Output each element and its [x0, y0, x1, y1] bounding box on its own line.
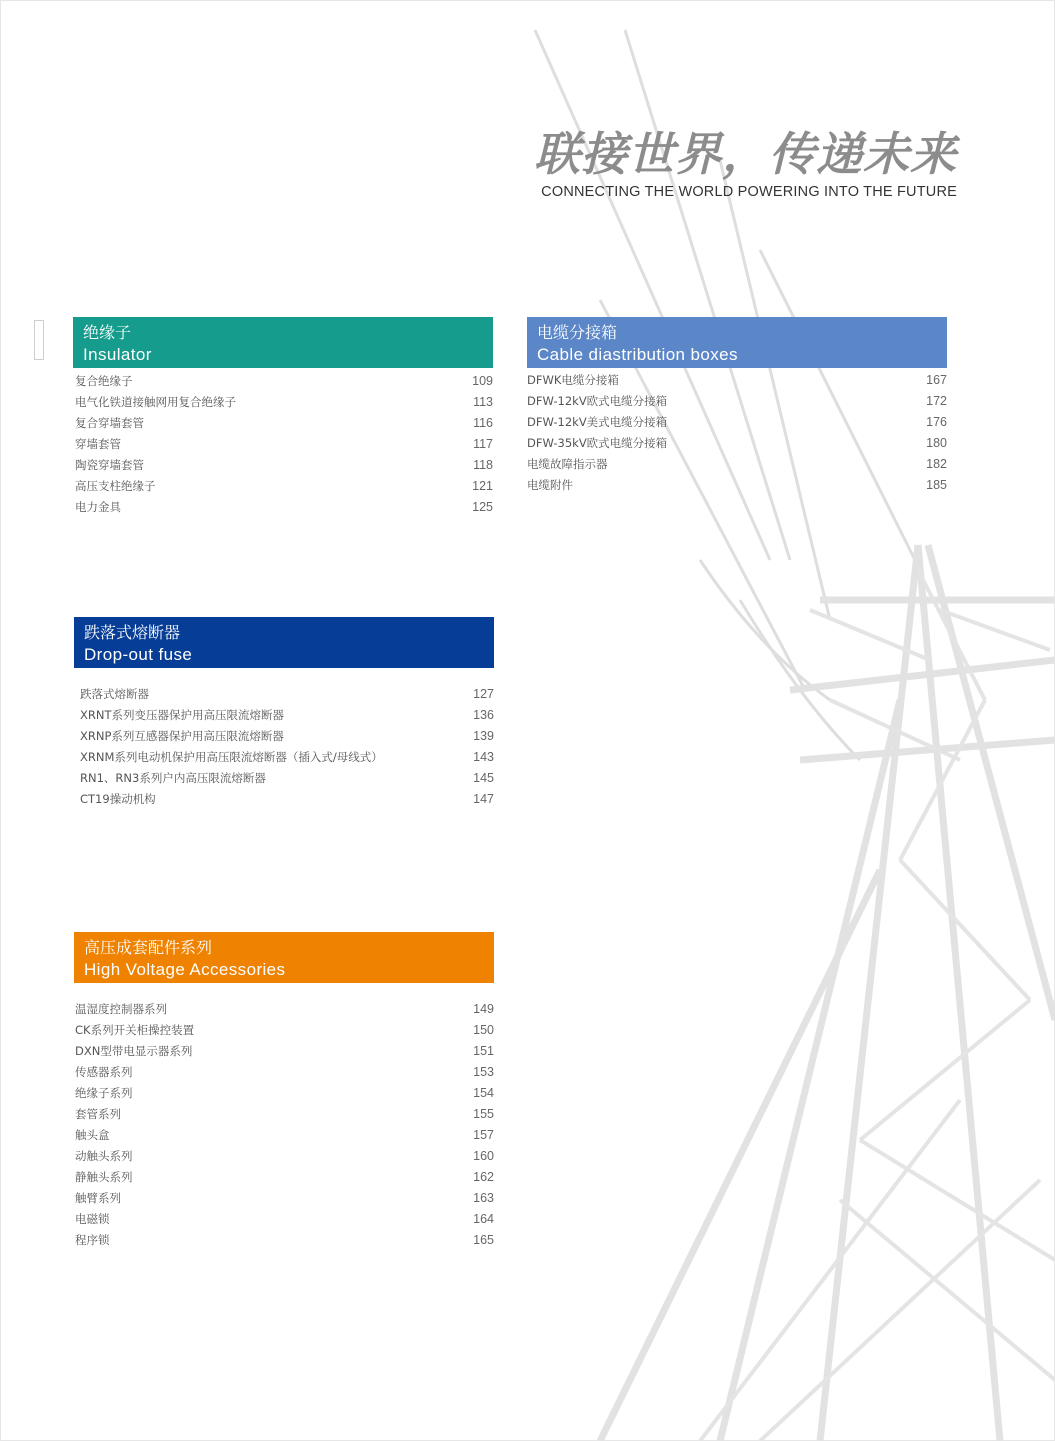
toc-list — [527, 370, 947, 496]
toc-item-title: 电缆附件 — [527, 478, 573, 492]
toc-item-title: 电力金具 — [75, 500, 121, 514]
section-header-cable — [527, 317, 947, 368]
toc-item[interactable] — [75, 413, 493, 434]
toc-item-title: 程序锁 — [75, 1233, 110, 1247]
toc-item-page: 182 — [926, 457, 947, 471]
toc-item[interactable] — [75, 455, 493, 476]
toc-item-page: 160 — [473, 1149, 494, 1163]
slogan-en: CONNECTING THE WORLD POWERING INTO THE FUTURE — [541, 184, 957, 200]
toc-item-title: 高压支柱绝缘子 — [75, 479, 156, 493]
toc-item-page: 176 — [926, 415, 947, 429]
toc-item-title: CT19操动机构 — [80, 792, 156, 806]
slogan — [534, 126, 957, 200]
toc-item-page: 116 — [473, 416, 493, 430]
section-header-insulator — [73, 317, 493, 368]
slogan-cn: 联接世界，传递未来 — [534, 127, 957, 181]
toc-item[interactable] — [75, 392, 493, 413]
toc-item-page: 125 — [472, 500, 493, 514]
toc-item[interactable] — [75, 1104, 494, 1125]
toc-item[interactable] — [75, 476, 493, 497]
toc-item-page: 143 — [473, 750, 494, 764]
toc-item-title: 复合绝缘子 — [75, 374, 133, 388]
section-title-cn: 绝缘子 — [83, 323, 132, 342]
toc-item[interactable] — [75, 1041, 494, 1062]
toc-item-page: 145 — [473, 771, 494, 785]
toc-item-title: 传感器系列 — [75, 1065, 133, 1079]
section-accessories — [74, 932, 494, 1251]
toc-item-page: 121 — [472, 479, 493, 493]
toc-item-title: DFW-12kV欧式电缆分接箱 — [527, 394, 668, 408]
toc-item[interactable] — [527, 454, 947, 475]
toc-item[interactable] — [75, 434, 493, 455]
toc-item-title: RN1、RN3系列户内高压限流熔断器 — [80, 771, 266, 785]
toc-item[interactable] — [527, 412, 947, 433]
toc-item[interactable] — [80, 705, 494, 726]
section-title-en: Insulator — [83, 345, 152, 364]
toc-item[interactable] — [75, 1167, 494, 1188]
toc-item-page: 136 — [473, 708, 494, 722]
toc-item[interactable] — [75, 1230, 494, 1251]
section-title-cn: 跌落式熔断器 — [84, 623, 181, 642]
toc-item-title: CK系列开关柜操控装置 — [75, 1023, 195, 1037]
toc-item-page: 127 — [473, 687, 494, 701]
toc-item[interactable] — [527, 391, 947, 412]
toc-item-title: 触臂系列 — [75, 1191, 121, 1205]
toc-item-page: 167 — [926, 373, 947, 387]
toc-item[interactable] — [75, 371, 493, 392]
toc-item[interactable] — [527, 475, 947, 496]
toc-item[interactable] — [75, 1125, 494, 1146]
section-header-fuse — [74, 617, 494, 668]
toc-item[interactable] — [527, 370, 947, 391]
toc-item-title: DXN型带电显示器系列 — [75, 1044, 193, 1058]
toc-item-page: 109 — [472, 374, 493, 388]
section-insulator — [73, 317, 493, 518]
toc-item-title: 电缆故障指示器 — [527, 457, 608, 471]
section-title-cn: 电缆分接箱 — [537, 323, 618, 342]
toc-item-title: 静触头系列 — [75, 1170, 133, 1184]
toc-item-title: DFW-12kV美式电缆分接箱 — [527, 415, 668, 429]
toc-item-page: 154 — [473, 1086, 494, 1100]
toc-item-title: 电气化铁道接触网用复合绝缘子 — [75, 395, 236, 409]
toc-item[interactable] — [80, 768, 494, 789]
toc-item-title: 动触头系列 — [75, 1149, 133, 1163]
toc-item-page: 149 — [473, 1002, 494, 1016]
section-title-en: Cable diastribution boxes — [537, 345, 738, 364]
toc-item[interactable] — [80, 789, 494, 810]
toc-item-page: 185 — [926, 478, 947, 492]
toc-item-title: 套管系列 — [75, 1107, 121, 1121]
section-title-en: High Voltage Accessories — [84, 960, 286, 979]
toc-item-title: XRNM系列电动机保护用高压限流熔断器（插入式/母线式） — [80, 750, 383, 764]
toc-list — [73, 371, 493, 518]
toc-item-page: 151 — [473, 1044, 494, 1058]
toc-list — [74, 999, 494, 1251]
toc-item-title: 触头盒 — [75, 1128, 110, 1142]
page-marker — [34, 320, 44, 360]
toc-item-page: 153 — [473, 1065, 494, 1079]
toc-item-title: 陶瓷穿墙套管 — [75, 458, 144, 472]
toc-item-page: 117 — [473, 437, 493, 451]
toc-item-page: 147 — [473, 792, 494, 806]
toc-item-page: 118 — [473, 458, 493, 472]
toc-item-page: 165 — [473, 1233, 494, 1247]
toc-item[interactable] — [75, 1146, 494, 1167]
toc-item-title: 穿墙套管 — [75, 437, 121, 451]
toc-item[interactable] — [75, 1083, 494, 1104]
section-title-cn: 高压成套配件系列 — [84, 938, 213, 957]
toc-item[interactable] — [527, 433, 947, 454]
toc-item-page: 164 — [473, 1212, 494, 1226]
toc-item-title: 温湿度控制器系列 — [75, 1002, 167, 1016]
section-header-accessories — [74, 932, 494, 983]
toc-item-title: DFWK电缆分接箱 — [527, 373, 619, 387]
toc-item[interactable] — [75, 497, 493, 518]
toc-item-page: 150 — [473, 1023, 494, 1037]
toc-item-title: 复合穿墙套管 — [75, 416, 144, 430]
section-cable — [527, 317, 947, 496]
toc-item[interactable] — [75, 1188, 494, 1209]
toc-item-title: 绝缘子系列 — [75, 1086, 133, 1100]
toc-item-page: 157 — [473, 1128, 494, 1142]
toc-item[interactable] — [80, 684, 494, 705]
toc-item-title: 跌落式熔断器 — [80, 687, 149, 701]
section-fuse — [74, 617, 494, 810]
toc-item[interactable] — [75, 1020, 494, 1041]
toc-item-page: 162 — [473, 1170, 494, 1184]
toc-item[interactable] — [75, 999, 494, 1020]
toc-item-page: 113 — [473, 395, 493, 409]
toc-item[interactable] — [75, 1062, 494, 1083]
toc-item-title: DFW-35kV欧式电缆分接箱 — [527, 436, 668, 450]
section-title-en: Drop-out fuse — [84, 645, 193, 664]
toc-item-page: 163 — [473, 1191, 494, 1205]
toc-item[interactable] — [80, 726, 494, 747]
toc-item-title: 电磁锁 — [75, 1212, 110, 1226]
toc-item[interactable] — [75, 1209, 494, 1230]
toc-item[interactable] — [80, 747, 494, 768]
toc-item-page: 155 — [473, 1107, 494, 1121]
toc-list — [74, 684, 494, 810]
toc-item-page: 139 — [473, 729, 494, 743]
toc-item-title: XRNT系列变压器保护用高压限流熔断器 — [80, 708, 284, 722]
toc-item-page: 180 — [926, 436, 947, 450]
toc-item-title: XRNP系列互感器保护用高压限流熔断器 — [80, 729, 284, 743]
toc-item-page: 172 — [926, 394, 947, 408]
